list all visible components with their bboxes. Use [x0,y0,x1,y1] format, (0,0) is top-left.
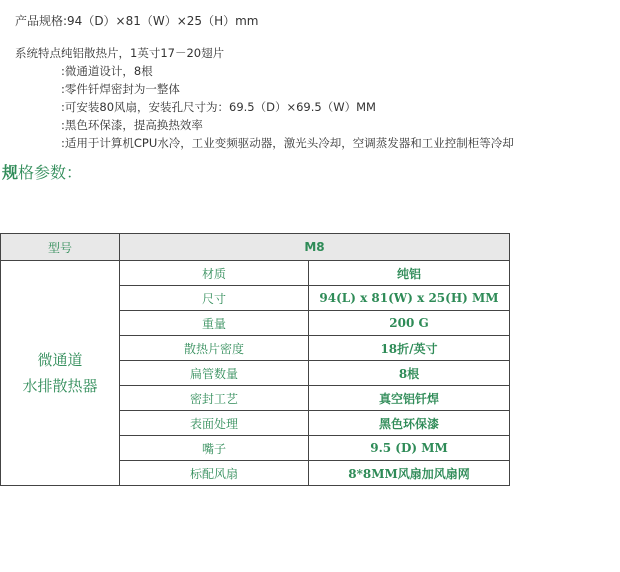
attr-name: 嘴子 [120,436,309,461]
attr-name: 材质 [120,261,309,286]
attr-value: 18折/英寸 [309,336,510,361]
attr-name: 扁管数量 [120,361,309,386]
feature-item: :可安装80风扇，安装孔尺寸为：69.5（D）×69.5（W）MM [61,100,376,114]
params-heading [2,160,82,183]
table-row [1,261,510,286]
attr-name: 尺寸 [120,286,309,311]
feature-text: 纯铝散热片，1英寸17－20翅片 [61,46,225,60]
product-name [1,261,120,486]
attr-value: 8根 [309,361,510,386]
feature-item: :黑色环保漆，提高换热效率 [61,118,203,132]
feature-list [15,44,514,152]
attr-value: 9.5 (D) MM [309,436,510,461]
attr-value: 94(L) x 81(W) x 25(H) MM [309,286,510,311]
feature-item: :零件钎焊密封为一整体 [61,82,180,96]
feature-text: 可安装80风扇，安装孔尺寸为：69.5（D）×69.5（W）MM [64,100,376,114]
params-heading-rest: 格参数： [18,163,83,182]
attr-value: 200 G [309,311,510,336]
feature-item: :微通道设计，8根 [61,64,153,78]
model-value: M8 [120,234,510,261]
product-spec-line: 产品规格:94（D）×81（W）×25（H）mm [15,14,259,28]
feature-text: 适用于计算机CPU水冷，工业变频驱动器，激光头冷却，空调蒸发器和工业控制柜等冷却 [64,136,514,150]
attr-name: 标配风扇 [120,461,309,486]
feature-text: 黑色环保漆，提高换热效率 [64,118,203,132]
product-name-line1: 微通道 [37,351,83,369]
product-name-line2: 水排散热器 [22,377,98,395]
model-label: 型号 [1,234,120,261]
feature-item: :适用于计算机CPU水冷，工业变频驱动器，激光头冷却，空调蒸发器和工业控制柜等冷却 [61,136,514,150]
feature-item [15,44,514,62]
attr-name: 重量 [120,311,309,336]
attr-value: 纯铝 [309,261,510,286]
attr-name: 表面处理 [120,411,309,436]
table-header-row [1,234,510,261]
feature-label: 系统特点: [15,46,65,60]
attr-value: 真空铝钎焊 [309,386,510,411]
feature-text: 微通道设计，8根 [64,64,153,78]
attr-name: 密封工艺 [120,386,309,411]
spec-table [0,233,510,486]
params-heading-first-char: 规 [2,163,19,182]
feature-text: 零件钎焊密封为一整体 [64,82,180,96]
attr-name: 散热片密度 [120,336,309,361]
attr-value: 黑色环保漆 [309,411,510,436]
attr-value: 8*8MM风扇加风扇网 [309,461,510,486]
